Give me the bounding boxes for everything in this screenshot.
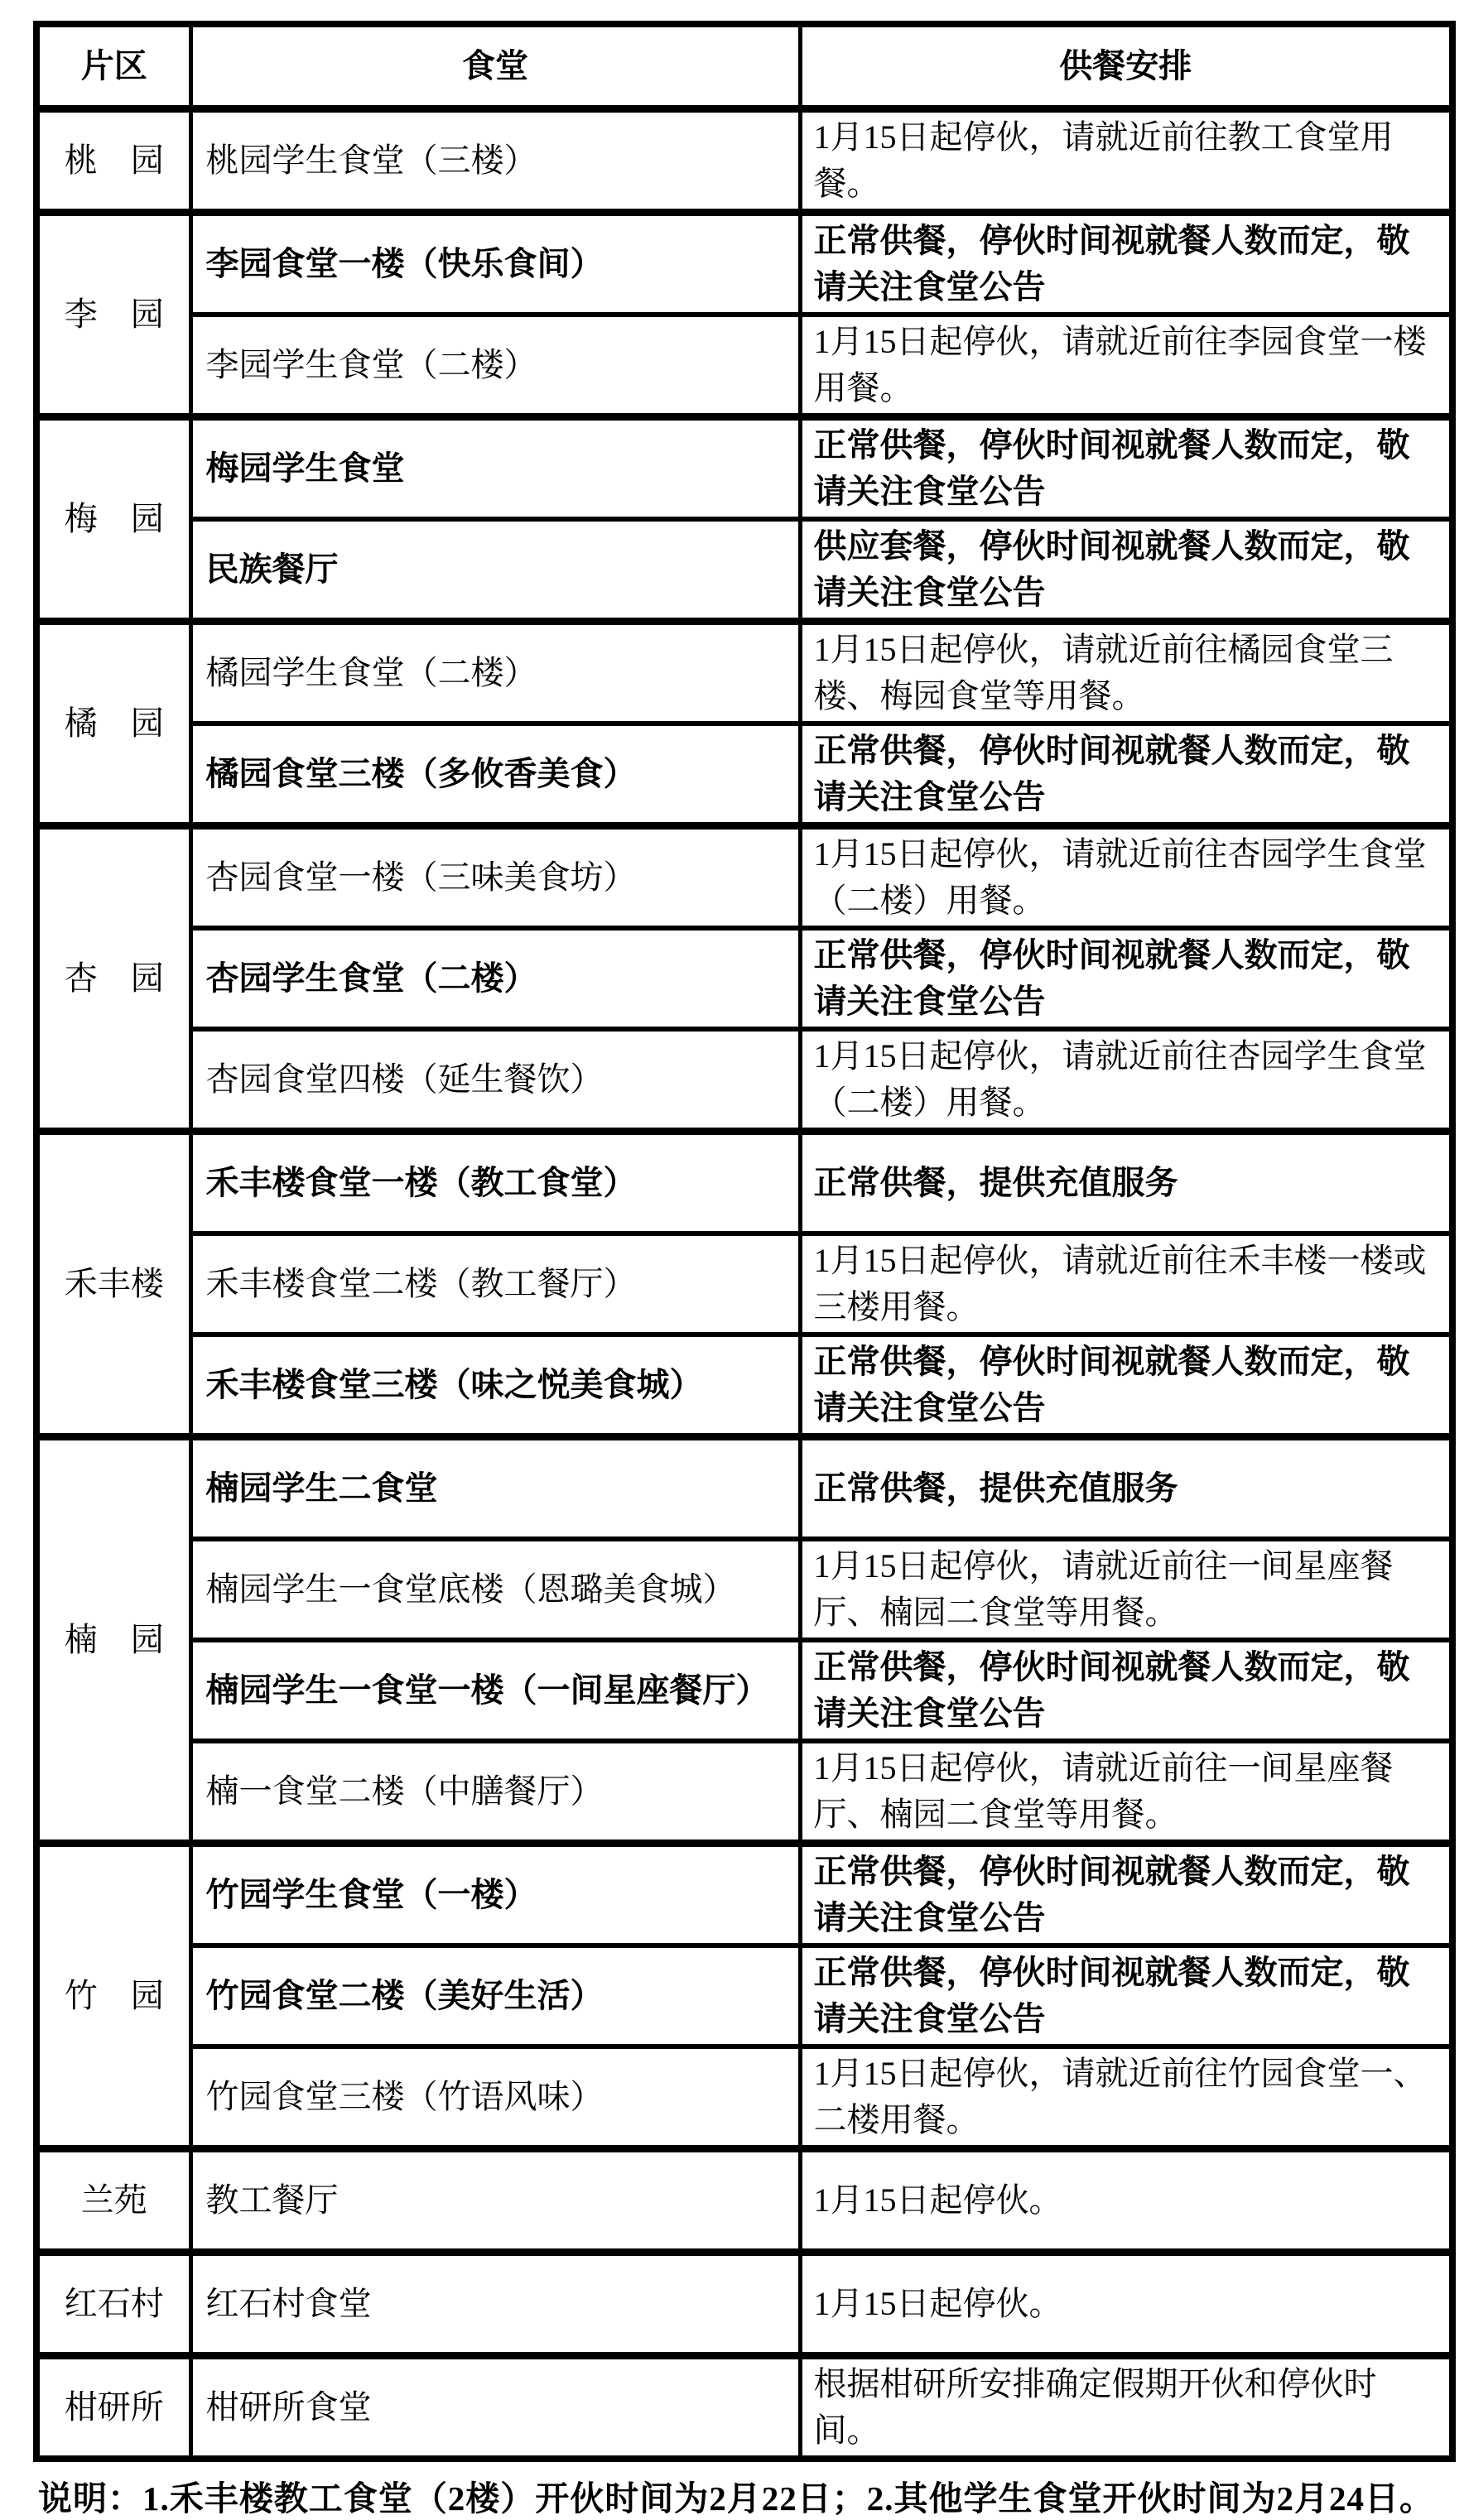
district-cell: 竹 园 — [36, 1844, 190, 2149]
arrangement-cell: 正常供餐，停伙时间视就餐人数而定，敬请关注食堂公告 — [800, 1335, 1452, 1437]
district-cell: 橘 园 — [36, 622, 190, 826]
district-cell: 兰苑 — [36, 2149, 190, 2253]
table-row — [36, 213, 1452, 315]
table-row — [36, 622, 1452, 724]
document-page — [0, 21, 1469, 2518]
arrangement-cell: 正常供餐，停伙时间视就餐人数而定，敬请关注食堂公告 — [800, 928, 1452, 1029]
district-cell: 禾丰楼 — [36, 1132, 190, 1437]
canteen-schedule-table — [33, 21, 1456, 2462]
table-row — [36, 2046, 1452, 2149]
canteen-cell: 竹园学生食堂（一楼） — [190, 1844, 800, 1946]
table-row — [36, 109, 1452, 213]
district-cell: 李 园 — [36, 213, 190, 417]
arrangement-cell: 1月15日起停伙，请就近前往禾丰楼一楼或三楼用餐。 — [800, 1234, 1452, 1335]
table-row — [36, 1437, 1452, 1540]
arrangement-cell: 正常供餐，提供充值服务 — [800, 1132, 1452, 1234]
table-row — [36, 1844, 1452, 1946]
table-row — [36, 826, 1452, 929]
table-row — [36, 928, 1452, 1029]
canteen-cell: 楠园学生一食堂底楼（恩璐美食城） — [190, 1539, 800, 1640]
table-row — [36, 2149, 1452, 2253]
arrangement-cell: 正常供餐，停伙时间视就餐人数而定，敬请关注食堂公告 — [800, 724, 1452, 826]
table-row — [36, 1029, 1452, 1132]
table-row — [36, 1640, 1452, 1741]
canteen-cell: 李园学生食堂（二楼） — [190, 315, 800, 417]
canteen-cell: 楠一食堂二楼（中膳餐厅） — [190, 1741, 800, 1844]
canteen-cell: 杏园食堂一楼（三味美食坊） — [190, 826, 800, 929]
district-cell: 桃 园 — [36, 109, 190, 213]
canteen-cell: 橘园学生食堂（二楼） — [190, 622, 800, 724]
arrangement-cell: 正常供餐，停伙时间视就餐人数而定，敬请关注食堂公告 — [800, 417, 1452, 520]
arrangement-cell: 1月15日起停伙，请就近前往杏园学生食堂（二楼）用餐。 — [800, 1029, 1452, 1132]
arrangement-cell: 1月15日起停伙，请就近前往一间星座餐厅、楠园二食堂等用餐。 — [800, 1539, 1452, 1640]
arrangement-cell: 供应套餐，停伙时间视就餐人数而定，敬请关注食堂公告 — [800, 519, 1452, 622]
arrangement-cell: 1月15日起停伙，请就近前往一间星座餐厅、楠园二食堂等用餐。 — [800, 1741, 1452, 1844]
canteen-cell: 民族餐厅 — [190, 519, 800, 622]
table-row — [36, 2253, 1452, 2356]
district-cell: 红石村 — [36, 2253, 190, 2356]
canteen-cell: 楠园学生二食堂 — [190, 1437, 800, 1540]
canteen-cell: 竹园食堂二楼（美好生活） — [190, 1945, 800, 2046]
district-cell: 楠 园 — [36, 1437, 190, 1844]
district-cell: 梅 园 — [36, 417, 190, 622]
header-district: 片区 — [36, 24, 190, 109]
canteen-cell: 柑研所食堂 — [190, 2356, 800, 2460]
arrangement-cell: 正常供餐，停伙时间视就餐人数而定，敬请关注食堂公告 — [800, 1945, 1452, 2046]
canteen-cell: 楠园学生一食堂一楼（一间星座餐厅） — [190, 1640, 800, 1741]
canteen-cell: 桃园学生食堂（三楼） — [190, 109, 800, 213]
arrangement-cell: 1月15日起停伙。 — [800, 2253, 1452, 2356]
arrangement-cell: 正常供餐，停伙时间视就餐人数而定，敬请关注食堂公告 — [800, 1844, 1452, 1946]
district-cell: 柑研所 — [36, 2356, 190, 2460]
canteen-cell: 梅园学生食堂 — [190, 417, 800, 520]
arrangement-cell: 1月15日起停伙，请就近前往杏园学生食堂（二楼）用餐。 — [800, 826, 1452, 929]
table-row — [36, 2356, 1452, 2460]
canteen-cell: 红石村食堂 — [190, 2253, 800, 2356]
district-cell: 杏 园 — [36, 826, 190, 1132]
table-row — [36, 519, 1452, 622]
table-row — [36, 1945, 1452, 2046]
arrangement-cell: 1月15日起停伙，请就近前往竹园食堂一、二楼用餐。 — [800, 2046, 1452, 2149]
table-row — [36, 315, 1452, 417]
arrangement-cell: 正常供餐，停伙时间视就餐人数而定，敬请关注食堂公告 — [800, 1640, 1452, 1741]
header-canteen: 食堂 — [190, 24, 800, 109]
arrangement-cell: 1月15日起停伙，请就近前往李园食堂一楼用餐。 — [800, 315, 1452, 417]
arrangement-cell: 根据柑研所安排确定假期开伙和停伙时间。 — [800, 2356, 1452, 2460]
table-row — [36, 1335, 1452, 1437]
arrangement-cell: 1月15日起停伙，请就近前往橘园食堂三楼、梅园食堂等用餐。 — [800, 622, 1452, 724]
canteen-cell: 禾丰楼食堂三楼（味之悦美食城） — [190, 1335, 800, 1437]
canteen-cell: 禾丰楼食堂二楼（教工餐厅） — [190, 1234, 800, 1335]
table-row — [36, 1132, 1452, 1234]
table-row — [36, 417, 1452, 520]
table-row — [36, 1234, 1452, 1335]
arrangement-cell: 正常供餐，提供充值服务 — [800, 1437, 1452, 1540]
canteen-cell: 禾丰楼食堂一楼（教工食堂） — [190, 1132, 800, 1234]
arrangement-cell: 1月15日起停伙。 — [800, 2149, 1452, 2253]
canteen-cell: 杏园食堂四楼（延生餐饮） — [190, 1029, 800, 1132]
canteen-cell: 竹园食堂三楼（竹语风味） — [190, 2046, 800, 2149]
footnote: 说明：1.禾丰楼教工食堂（2楼）开伙时间为2月22日；2.其他学生食堂开伙时间为2月24日。 — [38, 2479, 1434, 2518]
table-row — [36, 1539, 1452, 1640]
canteen-cell: 李园食堂一楼（快乐食间） — [190, 213, 800, 315]
arrangement-cell: 1月15日起停伙，请就近前往教工食堂用餐。 — [800, 109, 1452, 213]
arrangement-cell: 正常供餐，停伙时间视就餐人数而定，敬请关注食堂公告 — [800, 213, 1452, 315]
canteen-cell: 杏园学生食堂（二楼） — [190, 928, 800, 1029]
table-row — [36, 724, 1452, 826]
canteen-cell: 橘园食堂三楼（多攸香美食） — [190, 724, 800, 826]
header-row — [36, 24, 1452, 109]
canteen-cell: 教工餐厅 — [190, 2149, 800, 2253]
table-row — [36, 1741, 1452, 1844]
header-arrangement: 供餐安排 — [800, 24, 1452, 109]
